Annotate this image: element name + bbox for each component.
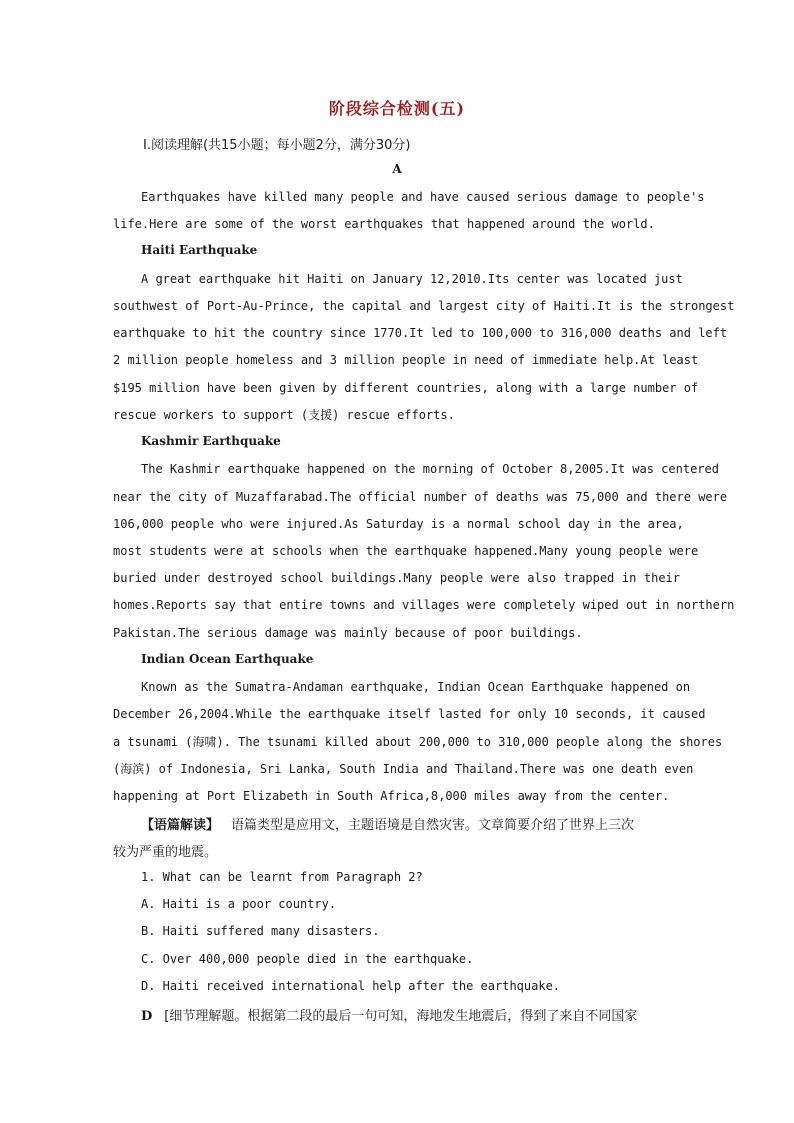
passage-letter: A <box>392 162 402 176</box>
haiti-line: southwest of Port-Au-Prince, the capital and largest city of Haiti.It is the strongest <box>113 299 735 313</box>
analysis-line-2: 较为严重的地震。 <box>113 845 218 860</box>
answer-line <box>141 1005 680 1024</box>
answer-letter: D <box>141 1009 153 1024</box>
haiti-line: A great earthquake hit Haiti on January 12,2010.Its center was located just <box>141 272 683 286</box>
option-a: A. Haiti is a poor country. <box>141 897 337 911</box>
haiti-line: earthquake to hit the country since 1770.It led to 100,000 to 316,000 deaths and left <box>113 326 728 340</box>
kashmir-line: most students were at schools when the earthquake happened.Many young people were <box>113 544 699 558</box>
analysis-text: 语篇类型是应用文，主题语境是自然灾害。文章简要介绍了世界上三次 <box>231 818 635 833</box>
intro-line: Earthquakes have killed many people and have caused serious damage to people's <box>141 190 705 204</box>
analysis-label: 【语篇解读】 <box>141 818 220 833</box>
option-d: D. Haiti received international help after the earthquake. <box>141 979 561 993</box>
haiti-line: $195 million have been given by different countries, along with a large number of <box>113 381 699 395</box>
kashmir-line: The Kashmir earthquake happened on the morning of October 8,2005.It was centered <box>141 462 719 476</box>
indian-ocean-heading: Indian Ocean Earthquake <box>141 652 314 666</box>
kashmir-line: homes.Reports say that entire towns and villages were completely wiped out in northern <box>113 598 735 612</box>
indian-ocean-line: (海滨) of Indonesia, Sri Lanka, South India and Thailand.There was one death even <box>113 762 694 776</box>
option-c: C. Over 400,000 people died in the earthquake. <box>141 952 474 966</box>
kashmir-line: Pakistan.The serious damage was mainly because of poor buildings. <box>113 626 583 640</box>
page-title: 阶段综合检测(五) <box>328 99 466 118</box>
haiti-line: 2 million people homeless and 3 million people in need of immediate help.At least <box>113 353 699 367</box>
answer-explanation: [细节理解题。根据第二段的最后一句可知，海地发生地震后，得到了来自不同国家 <box>164 1009 638 1024</box>
section-heading: Ⅰ.阅读理解(共15小题；每小题2分，满分30分) <box>143 138 411 153</box>
indian-ocean-line: a tsunami (海啸). The tsunami killed about 200,000 to 310,000 people along the shores <box>113 735 723 749</box>
intro-line: life.Here are some of the worst earthquakes that happened around the world. <box>113 217 655 231</box>
indian-ocean-line: Known as the Sumatra-Andaman earthquake, Indian Ocean Earthquake happened on <box>141 680 691 694</box>
kashmir-line: buried under destroyed school buildings.Many people were also trapped in their <box>113 571 680 585</box>
question-stem: 1. What can be learnt from Paragraph 2? <box>141 870 423 884</box>
haiti-line: rescue workers to support (支援) rescue efforts. <box>113 408 455 422</box>
indian-ocean-line: December 26,2004.While the earthquake itself lasted for only 10 seconds, it caused <box>113 707 706 721</box>
indian-ocean-line: happening at Port Elizabeth in South Africa,8,000 miles away from the center. <box>113 789 670 803</box>
analysis-line <box>141 814 680 833</box>
kashmir-line: near the city of Muzaffarabad.The official number of deaths was 75,000 and there were <box>113 490 728 504</box>
kashmir-line: 106,000 people who were injured.As Saturday is a normal school day in the area, <box>113 517 684 531</box>
kashmir-heading: Kashmir Earthquake <box>141 434 281 448</box>
option-b: B. Haiti suffered many disasters. <box>141 924 380 938</box>
haiti-heading: Haiti Earthquake <box>141 243 258 257</box>
